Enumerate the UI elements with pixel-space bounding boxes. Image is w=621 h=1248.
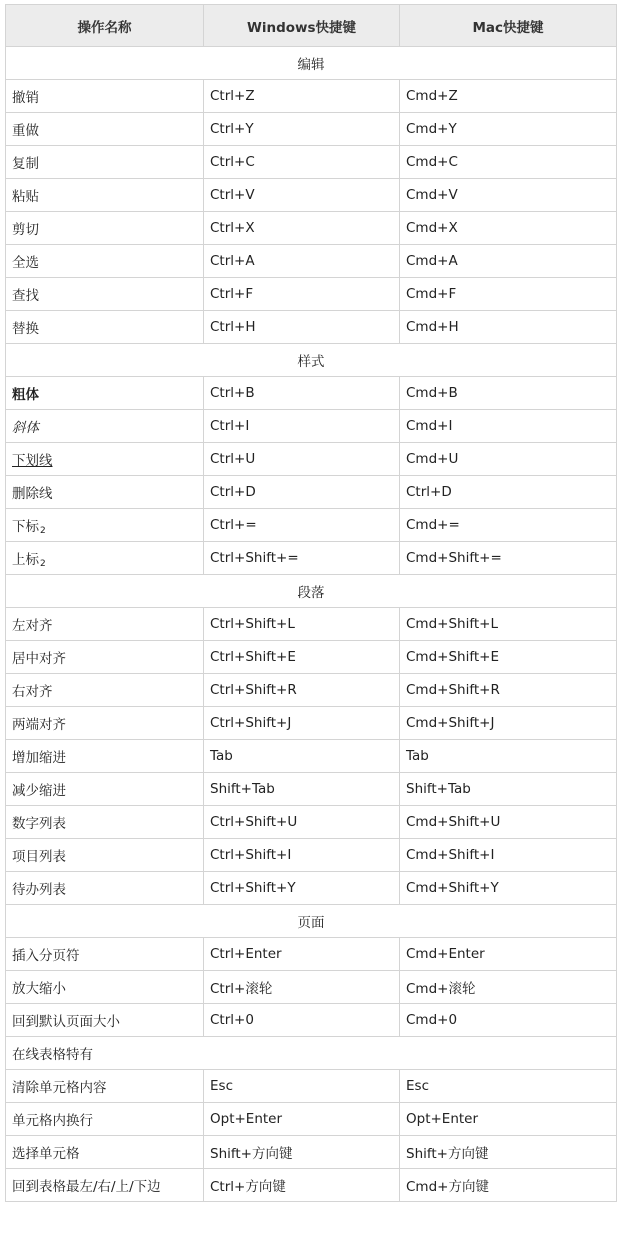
table-row — [6, 1004, 617, 1037]
table-row — [6, 311, 617, 344]
header-windows-shortcut: Windows快捷键 — [204, 5, 400, 47]
operation-name: 项目列表 — [12, 849, 66, 865]
operation-name-cell — [6, 674, 204, 707]
mac-shortcut-cell: Ctrl+D — [400, 476, 617, 509]
windows-shortcut-cell: Ctrl+= — [204, 509, 400, 542]
mac-shortcut-cell: Shift+Tab — [400, 773, 617, 806]
mac-shortcut-cell: Cmd+= — [400, 509, 617, 542]
operation-name: 减少缩进 — [12, 783, 66, 799]
operation-name: 剪切 — [12, 222, 39, 238]
operation-name-cell — [6, 773, 204, 806]
mac-shortcut-cell: Cmd+Shift+Y — [400, 872, 617, 905]
operation-name: 数字列表 — [12, 816, 66, 832]
section-header-row — [6, 1037, 617, 1070]
operation-name-cell — [6, 509, 204, 542]
windows-shortcut-cell: Ctrl+Shift+I — [204, 839, 400, 872]
table-row — [6, 377, 617, 410]
mac-shortcut-cell: Cmd+B — [400, 377, 617, 410]
table-row — [6, 443, 617, 476]
mac-shortcut-cell: Cmd+U — [400, 443, 617, 476]
operation-name-cell — [6, 740, 204, 773]
operation-name: 选择单元格 — [12, 1146, 80, 1162]
shortcut-table-container — [5, 4, 617, 1202]
operation-name: 粗体 — [12, 387, 39, 403]
operation-name-cell — [6, 179, 204, 212]
table-row — [6, 1103, 617, 1136]
section-title: 编辑 — [6, 47, 617, 80]
windows-shortcut-cell: Ctrl+F — [204, 278, 400, 311]
mac-shortcut-cell: Cmd+C — [400, 146, 617, 179]
windows-shortcut-cell: Opt+Enter — [204, 1103, 400, 1136]
windows-shortcut-cell: Ctrl+Shift+= — [204, 542, 400, 575]
mac-shortcut-cell: Cmd+Y — [400, 113, 617, 146]
operation-name: 插入分页符 — [12, 948, 80, 964]
section-header-row — [6, 905, 617, 938]
operation-name-cell — [6, 806, 204, 839]
operation-name-cell — [6, 938, 204, 971]
operation-name-suffix: 2 — [40, 558, 46, 569]
mac-shortcut-cell: Cmd+Z — [400, 80, 617, 113]
windows-shortcut-cell: Ctrl+Shift+J — [204, 707, 400, 740]
table-body — [6, 47, 617, 1202]
operation-name-cell — [6, 1169, 204, 1202]
windows-shortcut-cell: Ctrl+U — [204, 443, 400, 476]
windows-shortcut-cell: Ctrl+C — [204, 146, 400, 179]
windows-shortcut-cell: Shift+Tab — [204, 773, 400, 806]
operation-name-cell — [6, 1004, 204, 1037]
mac-shortcut-cell: Cmd+Shift+= — [400, 542, 617, 575]
operation-name: 居中对齐 — [12, 651, 66, 667]
table-row — [6, 971, 617, 1004]
operation-name: 下标 — [12, 518, 39, 535]
operation-name-cell — [6, 80, 204, 113]
section-title: 样式 — [6, 344, 617, 377]
table-row — [6, 872, 617, 905]
windows-shortcut-cell: Ctrl+B — [204, 377, 400, 410]
operation-name: 重做 — [12, 123, 39, 139]
mac-shortcut-cell: Tab — [400, 740, 617, 773]
windows-shortcut-cell: Ctrl+V — [204, 179, 400, 212]
shortcut-table — [5, 4, 617, 1202]
operation-name-cell — [6, 1070, 204, 1103]
operation-name: 两端对齐 — [12, 717, 66, 733]
windows-shortcut-cell: Ctrl+Enter — [204, 938, 400, 971]
section-title: 段落 — [6, 575, 617, 608]
table-row — [6, 509, 617, 542]
table-row — [6, 1136, 617, 1169]
operation-name: 撤销 — [12, 90, 39, 106]
mac-shortcut-cell: Cmd+A — [400, 245, 617, 278]
mac-shortcut-cell: Cmd+滚轮 — [400, 971, 617, 1004]
table-row — [6, 245, 617, 278]
mac-shortcut-cell: Cmd+Shift+U — [400, 806, 617, 839]
table-row — [6, 938, 617, 971]
operation-name-cell — [6, 1136, 204, 1169]
operation-name: 查找 — [12, 288, 39, 304]
table-header-row — [6, 5, 617, 47]
operation-name: 替换 — [12, 321, 39, 337]
mac-shortcut-cell: Cmd+Shift+J — [400, 707, 617, 740]
windows-shortcut-cell: Ctrl+I — [204, 410, 400, 443]
section-title: 页面 — [6, 905, 617, 938]
windows-shortcut-cell: Shift+方向键 — [204, 1136, 400, 1169]
table-row — [6, 476, 617, 509]
table-row — [6, 542, 617, 575]
table-row — [6, 113, 617, 146]
mac-shortcut-cell: Cmd+Shift+I — [400, 839, 617, 872]
table-row — [6, 641, 617, 674]
windows-shortcut-cell: Ctrl+Shift+E — [204, 641, 400, 674]
operation-name-suffix: 2 — [40, 525, 46, 536]
mac-shortcut-cell: Cmd+I — [400, 410, 617, 443]
operation-name: 单元格内换行 — [12, 1113, 93, 1129]
operation-name: 右对齐 — [12, 684, 53, 700]
table-row — [6, 806, 617, 839]
operation-name-cell — [6, 113, 204, 146]
table-row — [6, 212, 617, 245]
operation-name-cell — [6, 212, 204, 245]
operation-name-cell — [6, 311, 204, 344]
windows-shortcut-cell: Esc — [204, 1070, 400, 1103]
windows-shortcut-cell: Ctrl+方向键 — [204, 1169, 400, 1202]
windows-shortcut-cell: Ctrl+Y — [204, 113, 400, 146]
operation-name-cell — [6, 839, 204, 872]
table-row — [6, 839, 617, 872]
table-row — [6, 410, 617, 443]
operation-name: 放大缩小 — [12, 981, 66, 997]
header-operation-name: 操作名称 — [6, 5, 204, 47]
operation-name: 粘贴 — [12, 189, 39, 205]
section-title: 在线表格特有 — [6, 1037, 617, 1070]
windows-shortcut-cell: Ctrl+滚轮 — [204, 971, 400, 1004]
table-row — [6, 740, 617, 773]
mac-shortcut-cell: Cmd+方向键 — [400, 1169, 617, 1202]
windows-shortcut-cell: Ctrl+0 — [204, 1004, 400, 1037]
operation-name-cell — [6, 608, 204, 641]
table-row — [6, 80, 617, 113]
mac-shortcut-cell: Cmd+X — [400, 212, 617, 245]
operation-name-cell — [6, 377, 204, 410]
windows-shortcut-cell: Ctrl+A — [204, 245, 400, 278]
windows-shortcut-cell: Ctrl+Shift+R — [204, 674, 400, 707]
table-row — [6, 707, 617, 740]
operation-name: 待办列表 — [12, 882, 66, 898]
windows-shortcut-cell: Ctrl+Shift+L — [204, 608, 400, 641]
operation-name-cell — [6, 278, 204, 311]
windows-shortcut-cell: Ctrl+Shift+U — [204, 806, 400, 839]
windows-shortcut-cell: Ctrl+X — [204, 212, 400, 245]
operation-name-cell — [6, 443, 204, 476]
mac-shortcut-cell: Esc — [400, 1070, 617, 1103]
operation-name-cell — [6, 146, 204, 179]
operation-name-cell — [6, 1103, 204, 1136]
operation-name: 斜体 — [12, 420, 39, 436]
windows-shortcut-cell: Ctrl+Z — [204, 80, 400, 113]
mac-shortcut-cell: Cmd+F — [400, 278, 617, 311]
operation-name-cell — [6, 872, 204, 905]
table-row — [6, 608, 617, 641]
operation-name-cell — [6, 971, 204, 1004]
table-row — [6, 179, 617, 212]
operation-name: 清除单元格内容 — [12, 1080, 107, 1096]
table-row — [6, 146, 617, 179]
operation-name-cell — [6, 245, 204, 278]
operation-name: 左对齐 — [12, 618, 53, 634]
mac-shortcut-cell: Opt+Enter — [400, 1103, 617, 1136]
operation-name: 删除线 — [12, 486, 53, 502]
section-header-row — [6, 575, 617, 608]
windows-shortcut-cell: Ctrl+D — [204, 476, 400, 509]
operation-name-cell — [6, 410, 204, 443]
windows-shortcut-cell: Ctrl+Shift+Y — [204, 872, 400, 905]
windows-shortcut-cell: Ctrl+H — [204, 311, 400, 344]
mac-shortcut-cell: Cmd+H — [400, 311, 617, 344]
operation-name-cell — [6, 542, 204, 575]
mac-shortcut-cell: Shift+方向键 — [400, 1136, 617, 1169]
mac-shortcut-cell: Cmd+Shift+R — [400, 674, 617, 707]
operation-name: 上标 — [12, 551, 39, 568]
table-row — [6, 1169, 617, 1202]
operation-name: 回到默认页面大小 — [12, 1014, 120, 1030]
operation-name: 全选 — [12, 255, 39, 271]
table-row — [6, 674, 617, 707]
operation-name: 复制 — [12, 156, 39, 172]
section-header-row — [6, 344, 617, 377]
mac-shortcut-cell: Cmd+V — [400, 179, 617, 212]
operation-name: 回到表格最左/右/上/下边 — [12, 1179, 161, 1195]
table-row — [6, 1070, 617, 1103]
windows-shortcut-cell: Tab — [204, 740, 400, 773]
mac-shortcut-cell: Cmd+Shift+L — [400, 608, 617, 641]
operation-name-cell — [6, 476, 204, 509]
mac-shortcut-cell: Cmd+Enter — [400, 938, 617, 971]
mac-shortcut-cell: Cmd+Shift+E — [400, 641, 617, 674]
operation-name-cell — [6, 641, 204, 674]
operation-name: 增加缩进 — [12, 750, 66, 766]
section-header-row — [6, 47, 617, 80]
table-row — [6, 278, 617, 311]
table-row — [6, 773, 617, 806]
operation-name-cell — [6, 707, 204, 740]
header-mac-shortcut: Mac快捷键 — [400, 5, 617, 47]
mac-shortcut-cell: Cmd+0 — [400, 1004, 617, 1037]
operation-name: 下划线 — [12, 453, 53, 469]
